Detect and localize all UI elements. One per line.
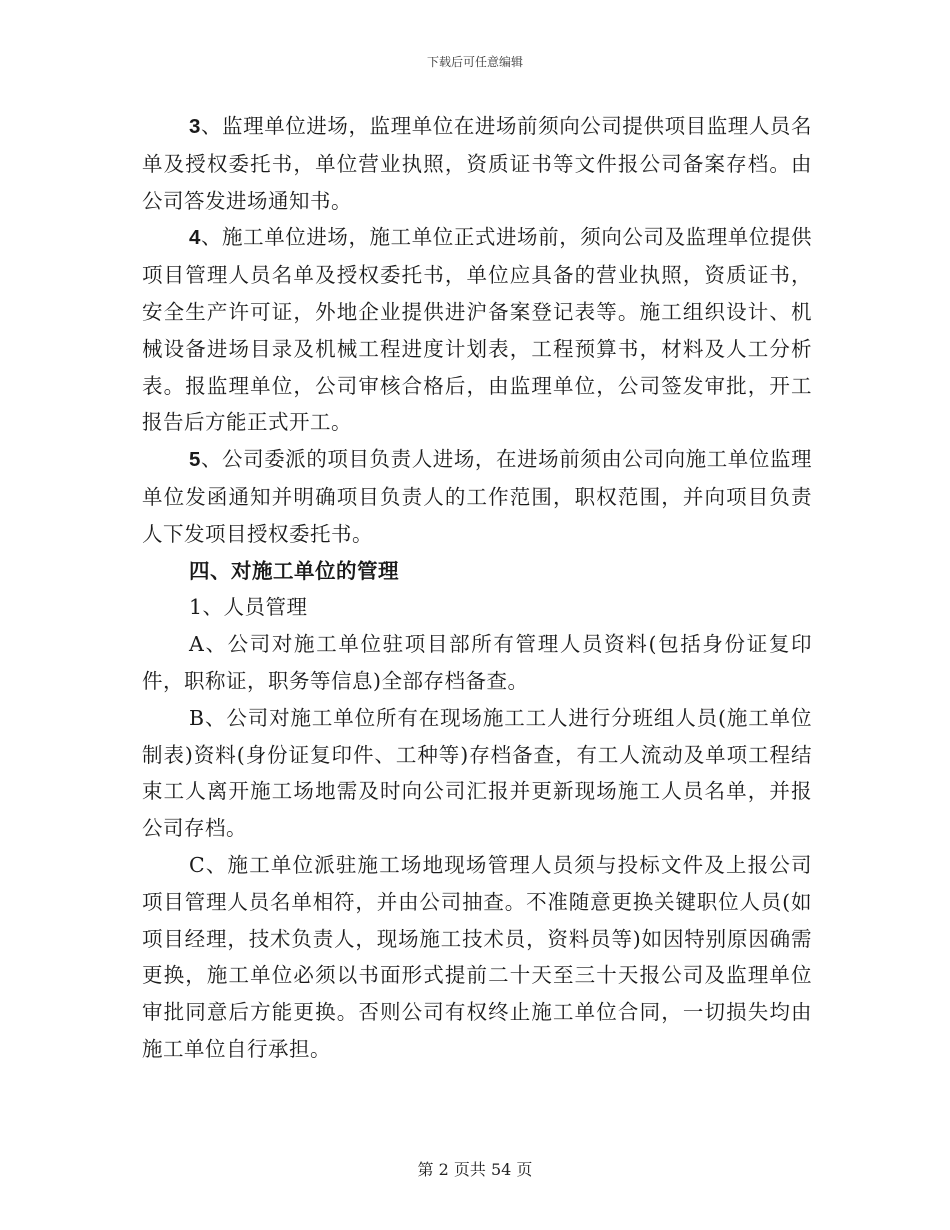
section-heading: 四、对施工单位的管理: [189, 558, 399, 583]
item-c: C、施工单位派驻施工场地现场管理人员须与投标文件及上报公司项目管理人员名单相符，并由公司抽查。不准随意更换关键职位人员(如项目经理，技术负责人，现场施工技术员，资料员等)如因特别原因确需更换，施工单位必须以书面形式提前二十天至三十天报公司及监理单位审批同意后方能更换。否则公司有权终止施工单位合同，一切损失均由施工单位自行承担。: [142, 852, 812, 1061]
paragraph-5: [142, 441, 812, 552]
paragraph-3: [142, 108, 812, 219]
subheading: 1、人员管理: [189, 595, 308, 620]
page-footer: 第 2 页共 54 页: [417, 1160, 533, 1179]
paragraph-text: 、施工单位进场，施工单位正式进场前，须向公司及监理单位提供项目管理人员名单及授权委托书，单位应具备的营业执照，资质证书，安全生产许可证，外地企业提供进沪备案登记表等。施工组织设计、机械设备进场目录及机械工程进度计划表，工程预算书，材料及人工分析表。报监理单位，公司审核合格后，由监理单位，公司签发审批，开工报告后方能正式开工。: [142, 225, 812, 435]
item-b: B、公司对施工单位所有在现场施工工人进行分班组人员(施工单位制表)资料(身份证复印件、工种等)存档备查，有工人流动及单项工程结束工人离开施工场地需及时向公司汇报并更新现场施工人员名单，并报公司存档。: [142, 705, 812, 841]
paragraph-4: [142, 219, 812, 441]
paragraph-number: 4: [189, 226, 201, 250]
document-body: [142, 108, 812, 1068]
paragraph-text: 、公司委派的项目负责人进场，在进场前须由公司向施工单位监理单位发函通知并明确项目负责人的工作范围，职权范围，并向项目负责人下发项目授权委托书。: [142, 447, 812, 546]
paragraph-number: 5: [189, 448, 201, 472]
paragraph-number: 3: [189, 115, 201, 138]
paragraph-text: 、监理单位进场，监理单位在进场前须向公司提供项目监理人员名单及授权委托书，单位营业执照，资质证书等文件报公司备案存档。由公司答发进场通知书。: [142, 114, 812, 213]
item-a: A、公司对施工单位驻项目部所有管理人员资料(包括身份证复印件，职称证，职务等信息)全部存档备查。: [142, 632, 812, 693]
page-header: 下载后可任意编辑: [426, 55, 523, 69]
